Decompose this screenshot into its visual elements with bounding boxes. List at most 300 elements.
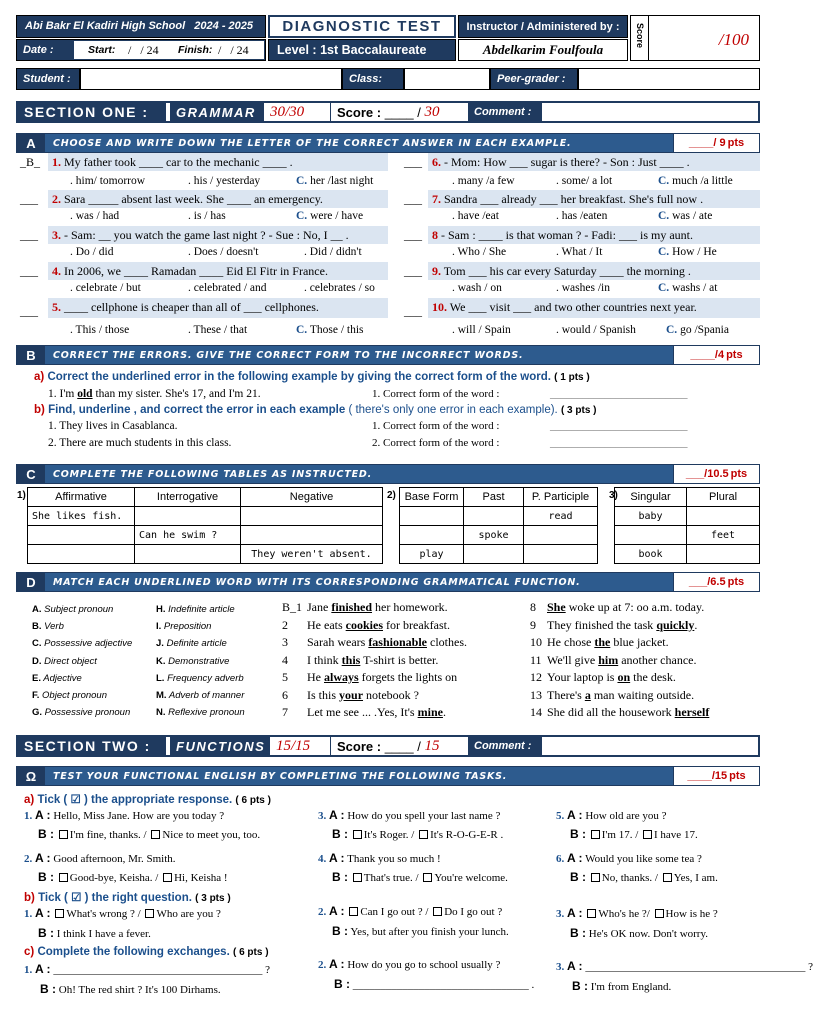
b-a-answer-label: 1. Correct form of the word : [372,388,500,400]
omega-a-instruction: a) Tick ( ☑ ) the appropriate response. ( 6 pts ) [24,794,271,806]
section-one-score-box [330,103,468,121]
part-b-bar [16,345,760,365]
table-row [615,507,760,526]
speaker-b: B : [38,870,54,884]
function-name: Adverb of manner [168,690,245,701]
part-b-points [673,346,759,364]
sentence-number[interactable]: B_1 [282,600,303,614]
part-b-score[interactable]: ____/4 [690,349,725,361]
a-option-4a: . celebrate / but [70,282,141,294]
a-option-5b: . These / that [188,324,248,336]
part-a-letter: A [17,134,45,152]
sentence-text: notebook ? [363,687,420,702]
a-question-6: 6. - Mom: How ___ sugar is there? - Son : Just ____ . [432,155,690,169]
function-label [156,707,245,718]
underlined-word: herself [674,705,710,719]
sentence-number[interactable]: 7 [282,705,288,719]
peer-field[interactable] [578,68,760,90]
table-cell[interactable] [28,526,135,545]
section-two-name-box [170,737,270,755]
item-number: 2. [318,959,327,971]
match-sentence [307,705,446,720]
dialogue-line-b [570,870,718,884]
underlined-word: on [617,670,631,684]
checkbox[interactable] [591,873,600,882]
dialogue-line-a [24,962,270,976]
table-verb-forms [399,487,598,564]
section-two-comment-field[interactable] [542,737,758,755]
function-label [32,656,97,667]
checkbox[interactable] [59,830,68,839]
part-d-letter: D [17,573,45,591]
section-two-points: 15/15 [276,737,311,754]
table-cell[interactable] [524,526,598,545]
school-name: Abi Bakr El Kadiri High School 2024 - 2025 [25,20,254,32]
a-option-4b: . celebrated / and [188,282,267,294]
table-cell[interactable] [687,545,760,564]
sentence-number[interactable]: 4 [282,652,288,667]
table-1-number: 1) [17,490,26,501]
dialogue-text: Oh! The red shirt ? It's 100 Dirhams. [58,984,221,996]
underlined-word: the [594,635,611,649]
a-answer-7[interactable]: ___ [404,192,422,206]
part-d-pts: pts [727,576,745,588]
a-option-1b: . his / yesterday [188,175,261,187]
question-option: Who are you ? [156,908,221,920]
table-cell[interactable] [241,507,383,526]
table-cell[interactable] [687,507,760,526]
table-cell[interactable]: read [524,507,598,526]
table-cell[interactable]: Can he swim ? [135,526,241,545]
speaker-a: A : [329,904,345,918]
function-letter: A. [32,604,42,615]
dialogue-line-a [318,851,441,865]
a-option-5c: C. Those / this [296,324,364,336]
b-b-answer-line-2[interactable]: _________________________ [550,437,688,449]
checkbox[interactable] [353,873,362,882]
dialogue-text: I'm from England. [590,981,672,993]
table-cell[interactable] [615,526,687,545]
omega-c-instruction: c) Complete the following exchanges. ( 6 pts ) [24,946,269,958]
a-answer-2[interactable]: ___ [20,192,38,206]
a-answer-8[interactable]: ___ [404,228,422,242]
section-two-label: SECTION TWO : [24,738,151,754]
dialogue-text: How do you go to school usually ? [347,959,501,971]
b-b-answer-label-1: 1. Correct form of the word : [372,420,500,432]
part-a-score[interactable]: ____/ 9 [688,137,726,149]
section-one-score-value[interactable]: ____ / [384,104,425,120]
function-name: Possessive adjective [44,638,133,650]
a-question-7: 7. Sandra ___ already ___ her breakfast. She's full now . [432,192,704,206]
underlined-word: this [341,652,361,667]
match-sentence [307,670,457,685]
part-a-pts: pts [727,137,745,149]
checkbox[interactable] [591,830,600,839]
function-label [156,621,211,632]
section-one-name-box [170,103,264,121]
function-letter: H. [156,604,166,615]
dialogue-line-b [570,926,708,940]
sentence-number[interactable]: 11 [530,652,542,667]
sentence-number[interactable]: 13 [530,687,542,702]
sentence-number[interactable]: 6 [282,687,288,702]
question-option: Do I go out ? [444,906,503,918]
checkbox[interactable] [151,830,160,839]
table-cell[interactable]: She likes fish. [28,507,135,526]
table-row [28,507,383,526]
speaker-a: A : [567,851,583,865]
finish-value[interactable]: / / 24 [218,43,249,57]
table-cell[interactable] [524,545,598,564]
response-option: Nice to meet you, too. [162,829,261,841]
instructor-name: Abdelkarim Foulfoula [482,42,604,57]
checkbox[interactable] [163,873,172,882]
a-answer-4[interactable]: ___ [20,264,38,278]
response-option: No, thanks. / [601,872,658,884]
a-answer-6[interactable]: ___ [404,155,422,169]
function-letter: C. [32,638,42,650]
dialogue-line-a [318,957,500,971]
match-sentence [547,635,669,650]
peer-label: Peer-grader : [497,73,566,85]
a-answer-5[interactable]: ___ [20,304,38,318]
sentence-text: for breakfast. [383,617,450,632]
sentence-text: her homework. [372,600,448,614]
a-answer-10[interactable]: ___ [404,304,422,318]
a-answer-3[interactable]: ___ [20,228,38,242]
function-name: Subject pronoun [44,604,114,615]
checkbox[interactable] [433,907,442,916]
sentence-text: Your laptop is [547,670,618,684]
table-3-number: 3) [609,490,618,501]
part-d-title: MATCH EACH UNDERLINED WORD WITH ITS CORRESPONDING GRAMMATICAL FUNCTION. [53,576,581,588]
checkbox[interactable] [643,830,652,839]
score-vertical-label: Score [635,23,645,49]
sentence-text: . [694,617,698,632]
part-c-bar [16,464,760,484]
table-cell[interactable]: baby [615,507,687,526]
dialogue-text[interactable]: ______________________________________ ? [53,964,270,976]
student-row [16,68,760,90]
speaker-a: A : [35,808,51,822]
sentence-number[interactable]: 10 [530,635,542,649]
a-option-1c: C. her /last night [296,175,374,187]
instructor-name-box [458,39,628,61]
a-question-2: 2. Sara _____ absent last week. She ____ an emergency. [52,192,323,206]
function-label [32,690,107,701]
sentence-number[interactable]: 3 [282,635,288,649]
checkbox[interactable] [59,873,68,882]
dialogue-line-b [572,979,671,993]
b-b-answer-line-1[interactable]: _________________________ [550,420,688,432]
a-option-5a: . This / those [70,324,130,336]
table-cell[interactable]: book [615,545,687,564]
col-plural: Plural [687,488,760,507]
question-option: How is he ? [665,908,718,920]
section-one-comment-field[interactable] [542,103,758,121]
function-letter: F. [32,690,40,701]
part-omega-score[interactable]: ____/15 [687,770,728,782]
function-name: Direct object [44,655,97,667]
response-option: You're welcome. [434,872,508,884]
match-sentence [307,635,467,650]
col-past-participle: P. Participle [524,488,598,507]
a-option-10a: . will / Spain [452,324,511,336]
function-label [156,638,227,649]
function-name: Possessive pronoun [44,707,131,719]
function-label [32,621,64,632]
function-label [156,690,244,701]
table-row [615,545,760,564]
table-cell[interactable] [241,526,383,545]
section-one-comment-box [468,103,542,121]
sentence-text: . [442,705,446,719]
date-fields [74,41,264,59]
function-letter: M. [156,690,167,701]
part-c-pts: pts [730,468,748,480]
speaker-b: B : [332,924,348,938]
speaker-b: B : [570,870,586,884]
a-option-9c: C. washs / at [658,282,718,294]
col-interrogative: Interrogative [135,488,241,507]
function-letter: K. [156,655,166,667]
dialogue-line-a [24,851,176,865]
part-d-bar [16,572,760,592]
dialogue-text[interactable]: ________________________________________ ? [585,961,813,973]
b-a-instruction: a) Correct the underlined error in the following example by giving the correct form of the word. ( 1 pts ) [34,371,590,383]
part-b-title: CORRECT THE ERRORS. GIVE THE CORRECT FORM TO THE INCORRECT WORDS. [53,349,524,361]
section-one-points: 30/30 [270,103,305,120]
speaker-b: B : [334,977,350,991]
checkbox[interactable] [423,873,432,882]
question-option: What's wrong ? / [66,908,141,920]
sentence-text: He [307,670,324,684]
match-sentence [547,670,676,685]
dialogue-line-b [332,827,503,841]
speaker-b: B : [38,926,54,940]
section-one-name: GRAMMAR [176,104,256,120]
sentence-text: Let me see ... .Yes, It's [307,705,418,719]
underlined-word: your [339,687,364,702]
sentence-number[interactable]: 5 [282,670,288,684]
table-row [400,507,598,526]
a-answer-1[interactable]: _B_ [20,155,41,169]
response-option: It's Roger. / [363,829,415,841]
item-number: 3. [556,961,565,973]
score-total: /100 [718,30,749,49]
table-cell[interactable] [464,545,524,564]
section-two-score-value[interactable]: ____ / [384,738,425,754]
sentence-text: We'll give [547,652,599,667]
item-number: 3. [556,908,565,920]
table-cell[interactable]: feet [687,526,760,545]
dialogue-text: How old are you ? [585,810,667,822]
a-option-8c: C. How / He [658,246,717,258]
instructor-box [458,15,628,38]
item-number: 6. [556,853,565,865]
dialogue-line-b [38,870,228,884]
sentence-text: He chose [547,635,595,649]
a-question-1: 1. My father took ____ car to the mechanic ____ . [52,155,293,169]
function-letter: G. [32,707,43,719]
table-row [28,526,383,545]
function-label [32,604,113,615]
sentence-number[interactable]: 2 [282,617,288,632]
response-option: Hi, Keisha ! [174,872,228,884]
item-number: 1. [24,810,33,822]
item-number: 5. [556,810,565,822]
a-question-5: 5. ____ cellphone is cheaper than all of ___ cellphones. [52,300,319,314]
b-b-sentence-2: 2. There are much students in this class. [48,437,232,449]
sentence-text: another chance. [618,652,697,667]
function-label [32,673,82,684]
a-option-2a: . was / had [70,210,120,222]
part-b-pts: pts [726,349,743,361]
table-cell[interactable] [135,507,241,526]
level-text: Level : 1st Baccalaureate [277,43,427,57]
col-base-form: Base Form [400,488,464,507]
table-row [28,545,383,564]
b-b-answer-label-2: 2. Correct form of the word : [372,437,500,449]
table-cell[interactable] [400,507,464,526]
function-name: Preposition [163,621,212,633]
dialogue-text[interactable]: ________________________________ . [352,979,535,991]
sentence-number[interactable]: 12 [530,670,542,684]
checkbox[interactable] [587,909,596,918]
section-two-score-label: Score : [337,738,382,754]
dialogue-line-a [556,851,702,865]
start-label: Start: [88,44,116,56]
section-two-score-box [330,737,468,755]
match-sentence [307,600,448,615]
col-past: Past [464,488,524,507]
a-option-3c: . Did / didn't [304,246,362,258]
part-d-score[interactable]: ___/6.5 [688,576,726,588]
function-label [32,638,132,649]
sentence-number[interactable]: 14 [530,705,542,719]
function-label [156,604,235,615]
table-cell[interactable]: spoke [464,526,524,545]
speaker-a: A : [329,851,345,865]
a-option-10c: C. go /Spania [666,324,729,336]
table-cell[interactable] [135,545,241,564]
checkbox[interactable] [145,909,154,918]
item-number: 2. [318,906,327,918]
omega-b-instruction: b) Tick ( ☑ ) the right question. ( 3 pts ) [24,892,231,904]
sentence-text: the desk. [630,670,676,684]
table-cell[interactable] [464,507,524,526]
function-letter: E. [32,672,41,684]
dialogue-text: Thank you so much ! [347,853,441,865]
a-option-6a: . many /a few [452,175,515,187]
a-question-3: 3. - Sam: __ you watch the game last night ? - Sue : No, I __ . [52,228,349,242]
response-option: Good-bye, Keisha. / [69,872,159,884]
response-option: I have 17. [654,829,698,841]
student-label-box [16,68,80,90]
function-letter: L. [156,672,165,684]
function-name: Frequency adverb [167,672,244,684]
dialogue-text: How do you spell your last name ? [347,810,501,822]
a-option-9a: . wash / on [452,282,502,294]
school-box [16,15,266,38]
function-letter: J. [156,638,164,650]
speaker-a: A : [329,808,345,822]
part-d-points [673,573,759,591]
speaker-a: A : [329,957,345,971]
sentence-number[interactable]: 9 [530,617,536,632]
table-cell[interactable] [28,545,135,564]
speaker-b: B : [570,926,586,940]
b-a-answer-line[interactable]: _________________________ [550,388,688,400]
speaker-a: A : [35,851,51,865]
a-answer-9[interactable]: ___ [404,264,422,278]
sentence-text: They finished the task [547,617,657,632]
b-b-sentence-1: 1. They lives in Casablanca. [48,420,178,432]
function-name: Indefinite article [168,604,235,615]
function-letter: N. [156,707,166,719]
dialogue-line-b [570,827,698,841]
table-cell[interactable] [400,526,464,545]
section-one-header [16,101,760,123]
speaker-b: B : [332,827,348,841]
checkbox[interactable] [55,909,64,918]
a-option-7b: . has /eaten [556,210,608,222]
sentence-number[interactable]: 8 [530,600,536,614]
response-option: That's true. / [363,872,419,884]
sentence-text: I think [307,652,342,667]
checkbox[interactable] [353,830,362,839]
student-field[interactable] [80,68,342,90]
sentence-text: Jane [307,600,332,614]
level-box [268,39,456,61]
underlined-word: fashionable [368,635,427,649]
part-c-score[interactable]: ___/10.5 [685,468,729,480]
function-name: Verb [44,621,64,633]
class-field[interactable] [404,68,490,90]
table-cell[interactable]: They weren't absent. [241,545,383,564]
match-sentence [547,705,709,720]
checkbox[interactable] [655,909,664,918]
a-question-9: 9. Tom ___ his car every Saturday ____ the morning . [432,264,691,278]
sentence-text: Is this [307,687,340,702]
sentence-text: blue jacket. [610,635,669,649]
dialogue-line-a [556,906,718,920]
speaker-b: B : [332,870,348,884]
function-label [32,707,130,718]
underlined-word: always [324,670,359,684]
speaker-a: A : [567,906,583,920]
checkbox[interactable] [663,873,672,882]
function-letter: D. [32,655,42,667]
speaker-a: A : [567,959,583,973]
col-affirmative: Affirmative [28,488,135,507]
sentence-text: She did all the housework [547,705,675,719]
part-omega-title: TEST YOUR FUNCTIONAL ENGLISH BY COMPLETING THE FOLLOWING TASKS. [53,770,508,782]
a-option-4c: . celebrates / so [304,282,375,294]
function-label [156,673,244,684]
dialogue-line-b [38,926,151,940]
start-value[interactable]: / / 24 [128,43,159,57]
a-option-6b: . some/ a lot [556,175,613,187]
checkbox[interactable] [419,830,428,839]
table-row [400,526,598,545]
instructor-label: Instructor / Administered by : [466,20,620,33]
part-omega-letter: Ω [17,767,45,785]
item-number: 1. [24,964,33,976]
checkbox[interactable] [349,907,358,916]
section-two-comment-box [468,737,542,755]
table-cell[interactable]: play [400,545,464,564]
